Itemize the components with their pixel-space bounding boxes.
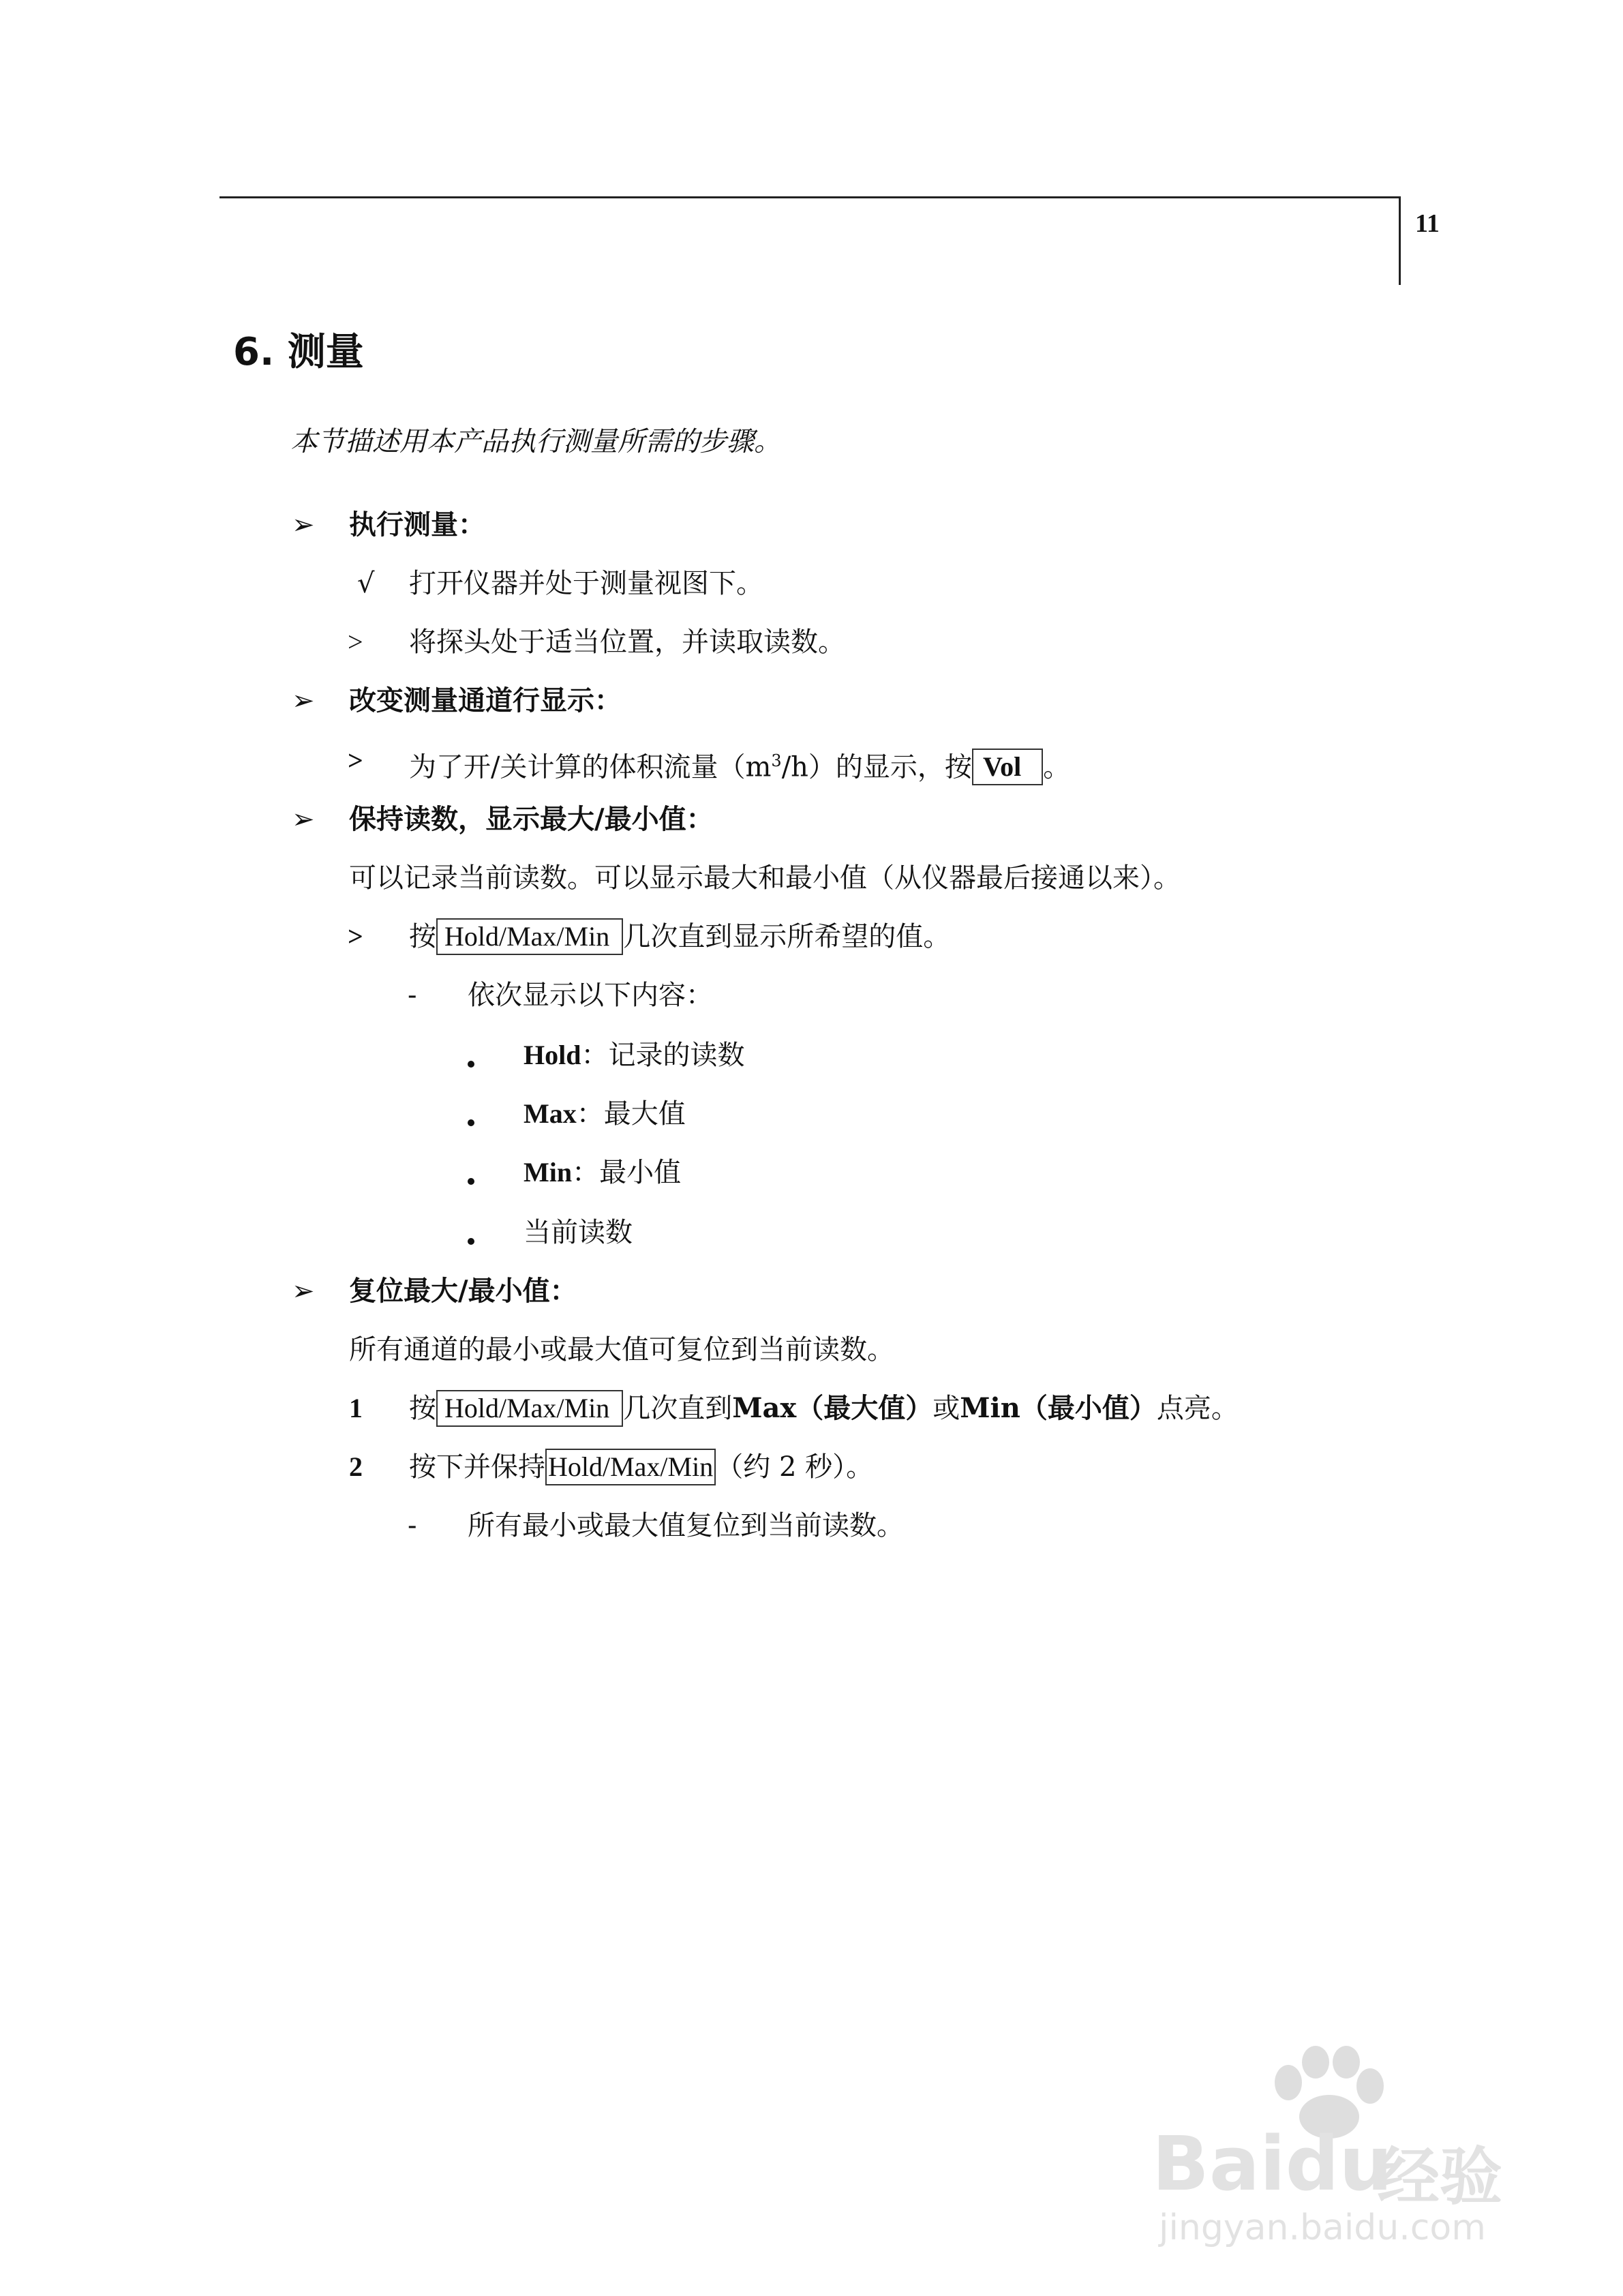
baidu-watermark [1152, 2045, 1534, 2250]
arrow-bullet-icon: ➢ [292, 804, 315, 835]
item-term: Max [524, 1098, 577, 1129]
hold-press: 按 [409, 921, 436, 952]
item-term: Min [524, 1157, 573, 1188]
reset-step1-max: Max（最大值） [732, 1392, 933, 1424]
arrow-bullet-icon: ➢ [292, 509, 315, 541]
superscript-3: 3 [771, 751, 782, 770]
channel-text-middle: /h）的显示，按 [781, 751, 972, 783]
page-number: 11 [1415, 209, 1440, 238]
hold-description: 可以记录当前读数。可以显示最大和最小值（从仪器最后接通以来）。 [349, 862, 1181, 894]
step-marker: > [348, 921, 363, 952]
item-desc: ：记录的读数 [581, 1040, 745, 1071]
reset-result: 所有最小或最大值复位到当前读数。 [468, 1510, 904, 1541]
watermark-url: jingyan.baidu.com [1159, 2207, 1486, 2248]
step-number-1: 1 [349, 1393, 363, 1423]
reset-step1-or: 或 [932, 1393, 960, 1424]
check-icon: √ [357, 568, 375, 599]
item-desc: 当前读数 [524, 1217, 633, 1248]
watermark-du: du [1285, 2120, 1393, 2207]
step-marker: > [348, 745, 363, 776]
watermark-bai: Bai [1152, 2120, 1286, 2207]
perform-step-1: 打开仪器并处于测量视图下。 [409, 568, 763, 599]
step-number-2: 2 [349, 1451, 363, 1482]
dash-marker: - [408, 980, 417, 1011]
perform-heading: 执行测量： [349, 509, 485, 541]
hold-max-min-key: Hold/Max/Min [436, 918, 623, 955]
reset-description: 所有通道的最小或最大值可复位到当前读数。 [349, 1334, 894, 1365]
section-title: 6. 测量 [233, 330, 364, 374]
reset-step1-end: 点亮。 [1156, 1393, 1239, 1424]
header-rule [219, 196, 1401, 198]
hold-heading: 保持读数，显示最大/最小值： [349, 803, 714, 835]
reset-step2-end: （约 2 秒）。 [716, 1451, 874, 1483]
arrow-bullet-icon: ➢ [292, 1275, 315, 1307]
bullet-dot [468, 1061, 474, 1068]
item-term: Hold [524, 1040, 581, 1070]
hold-step [409, 916, 950, 957]
item-desc: ：最大值 [576, 1098, 686, 1130]
hold-sequence-intro: 依次显示以下内容： [468, 980, 713, 1011]
channel-heading: 改变测量通道行显示： [349, 684, 622, 716]
watermark-logo-text [1152, 2120, 1393, 2207]
reset-step1-mid: 几次直到 [623, 1393, 733, 1424]
bullet-dot [468, 1178, 474, 1185]
section-intro: 本节描述用本产品执行测量所需的步骤。 [290, 426, 781, 457]
header-vertical-rule [1399, 196, 1401, 285]
bullet-dot [468, 1238, 474, 1245]
reset-heading: 复位最大/最小值： [349, 1275, 577, 1307]
reset-step-2 [409, 1447, 873, 1487]
hold-max-min-key: Hold/Max/Min [545, 1449, 716, 1485]
item-desc: ：最小值 [572, 1157, 682, 1188]
reset-step-1 [409, 1388, 1239, 1429]
list-item [524, 1093, 686, 1134]
list-item [524, 1212, 633, 1253]
watermark-brand-cn: 经验 [1377, 2141, 1503, 2214]
reset-step2-text: 按下并保持 [409, 1451, 545, 1483]
channel-text-end: 。 [1043, 751, 1071, 783]
vol-key: Vol [972, 749, 1043, 785]
hold-after-key: 几次直到显示所希望的值。 [623, 921, 951, 952]
list-item [524, 1035, 744, 1076]
list-item [524, 1152, 681, 1193]
bullet-dot [468, 1119, 474, 1126]
dash-marker: - [408, 1510, 417, 1541]
channel-text-before: 为了开/关计算的体积流量（m [409, 751, 772, 783]
perform-step-2: 将探头处于适当位置，并读取读数。 [409, 626, 845, 658]
arrow-bullet-icon: ➢ [292, 685, 315, 716]
hold-max-min-key: Hold/Max/Min [436, 1390, 623, 1427]
channel-step [409, 740, 1070, 787]
reset-step1-press: 按 [409, 1393, 436, 1424]
reset-step1-min: Min（最小值） [960, 1392, 1157, 1424]
step-marker: > [348, 626, 363, 657]
